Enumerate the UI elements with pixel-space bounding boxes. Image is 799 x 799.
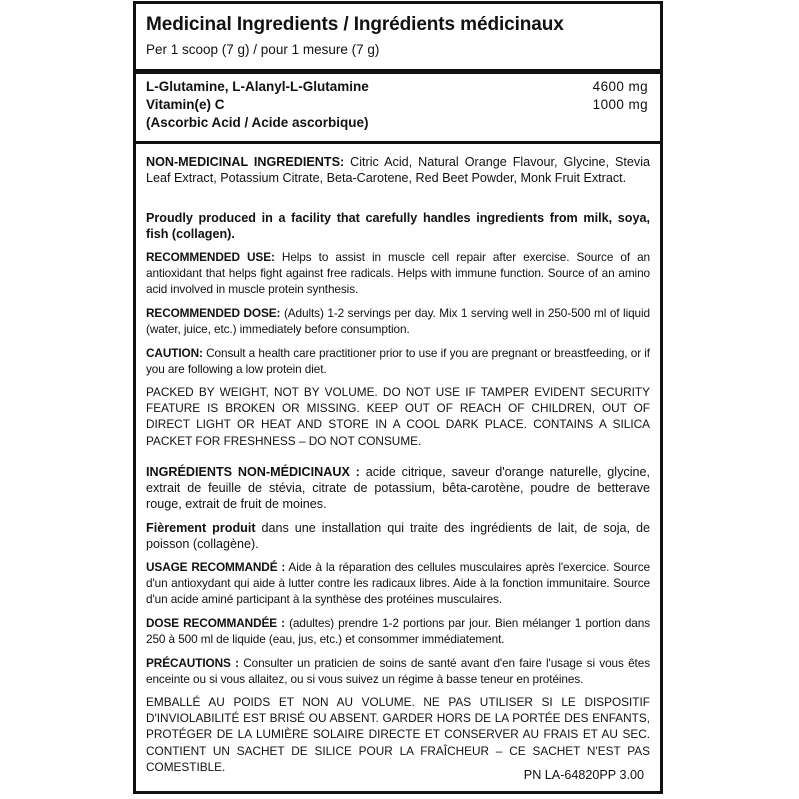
ingredient-amount: 4600 mg: [592, 79, 648, 94]
part-number: PN LA-64820PP 3.00: [523, 768, 644, 782]
fr-recommended-dose-heading: DOSE RECOMMANDÉE :: [146, 616, 285, 630]
en-caution-text: Consult a health care practitioner prior to use if you are pregnant or breastfeeding, or if you are following a low protein diet.: [146, 346, 650, 377]
fr-recommended-use-text: Aide à la réparation des cellules musculaires après l'exercice. Source d'un antioxydant qui aide à lutter contre les radicaux libres. Aide à la fonction immunitaire. Source d'un acide aminé participant à la synthèse des protéines musculaires.: [146, 560, 650, 607]
ingredient-amount: 1000 mg: [592, 97, 648, 112]
fr-recommended-dose-section: [146, 615, 650, 647]
fr-recommended-use-section: [146, 559, 650, 608]
fr-non-medicinal-heading: INGRÉDIENTS NON-MÉDICINAUX :: [146, 465, 360, 479]
en-recommended-use-heading: RECOMMENDED USE:: [146, 250, 275, 264]
en-facility-heading: Proudly produced: [146, 211, 256, 225]
fr-caution-text: Consulter un praticien de soins de santé avant d'en faire l'usage si vous êtes enceinte ou si vous allaitez, ou si vous suivez un régime à basse teneur en protéines.: [146, 656, 650, 687]
en-non-medicinal-heading: NON-MEDICINAL INGREDIENTS:: [146, 155, 345, 169]
thick-divider: [136, 69, 660, 74]
serving-size: Per 1 scoop (7 g) / pour 1 mesure (7 g): [146, 42, 380, 57]
fr-caution-section: [146, 655, 650, 687]
en-recommended-use-section: [146, 249, 650, 298]
fr-facility-heading: Fièrement produit: [146, 521, 256, 535]
fr-caution-heading: PRÉCAUTIONS :: [146, 656, 239, 670]
en-facility-section: [146, 210, 650, 242]
fr-facility-text: dans une installation qui traite des ingrédients de lait, de soja, de poisson (collagène).: [146, 521, 650, 552]
fr-non-medicinal-section: [146, 464, 650, 513]
en-facility-text: in a facility that carefully handles ingredients from milk, soya, fish (collagen).: [146, 211, 650, 242]
ingredient-row: [146, 78, 650, 96]
panel-title: Medicinal Ingredients / Ingrédients médicinaux: [146, 14, 564, 35]
en-non-medicinal-section: [146, 154, 650, 186]
medicinal-ingredients-table: [146, 78, 650, 132]
ingredient-row: [146, 114, 650, 132]
panel-content: [146, 4, 650, 791]
supplement-facts-panel: [133, 1, 663, 794]
ingredient-row: [146, 96, 650, 114]
ingredient-name: L-Glutamine, L-Alanyl-L-Glutamine: [146, 79, 369, 94]
fr-facility-section: [146, 520, 650, 552]
en-packing-warning: PACKED BY WEIGHT, NOT BY VOLUME. DO NOT USE IF TAMPER EVIDENT SECURITY FEATURE IS BROKEN OR MISSING. KEEP OUT OF REACH OF CHILDREN, OUT OF DIRECT LIGHT OR HEAT AND STORE IN A COOL DARK PLACE. CONTAINS A SILICA PACKET FOR FRESHNESS – DO NOT CONSUME.: [146, 385, 650, 448]
en-non-medicinal-text: Citric Acid, Natural Orange Flavour, Glycine, Stevia Leaf Extract, Potassium Citrate, Beta-Carotene, Red Beet Powder, Monk Fruit Extract.: [146, 155, 651, 186]
fr-recommended-use-heading: USAGE RECOMMANDÉ :: [146, 560, 286, 574]
en-recommended-dose-text: (Adults) 1-2 servings per day. Mix 1 serving well in 250-500 ml of liquid (water, juice, etc.) immediately before consumption.: [146, 306, 650, 337]
en-recommended-use-text: Helps to assist in muscle cell repair after exercise. Source of an antioxidant that helps fight against free radicals. Helps with immune function. Source of an amino acid involved in muscle protein synthesis.: [146, 250, 651, 297]
en-caution-section: [146, 345, 650, 377]
ingredient-name: Vitamin(e) C: [146, 97, 225, 112]
en-recommended-dose-section: [146, 305, 650, 337]
medium-divider: [136, 141, 660, 144]
fr-packing-warning: EMBALLÉ AU POIDS ET NON AU VOLUME. NE PAS UTILISER SI LE DISPOSITIF D'INVIOLABILITÉ EST BRISÉ OU ABSENT. GARDER HORS DE LA PORTÉE DES ENFANTS, PROTÉGER DE LA LUMIÈRE SOLAIRE DIRECTE ET CONSERVER AU FRAIS ET AU SEC. CONTIENT UN SACHET DE SILICE POUR LA FRAÎCHEUR – CE SACHET N'EST PAS COMESTIBLE.: [146, 695, 650, 774]
en-caution-heading: CAUTION:: [146, 346, 203, 360]
ingredient-name: (Ascorbic Acid / Acide ascorbique): [146, 115, 369, 130]
en-recommended-dose-heading: RECOMMENDED DOSE:: [146, 306, 281, 320]
fr-recommended-dose-text: (adultes) prendre 1-2 portions par jour. Bien mélanger 1 portion dans 250 à 500 ml de liquide (eau, jus, etc.) et consommer immédiatement.: [146, 616, 651, 647]
fr-non-medicinal-text: acide citrique, saveur d'orange naturelle, glycine, extrait de feuille de stévia, citrate de potassium, bêta-carotène, poudre de betterave rouge, extrait de fruit de moines.: [146, 465, 650, 512]
